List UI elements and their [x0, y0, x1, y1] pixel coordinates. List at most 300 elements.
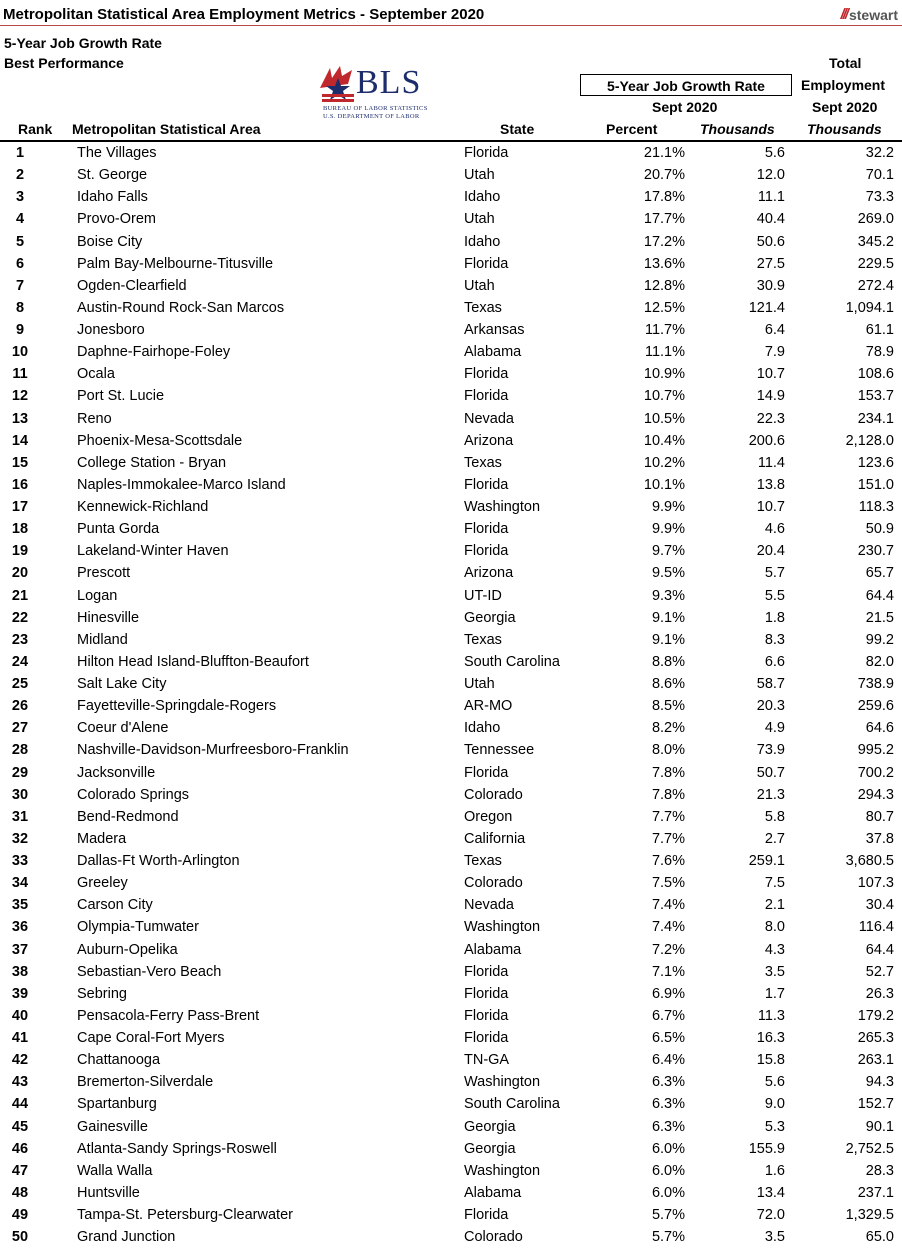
table-row	[0, 1204, 902, 1226]
table-row	[0, 385, 902, 407]
msa-name-cell: Phoenix-Mesa-Scottsdale	[77, 432, 243, 449]
total-employment-cell: 269.0	[857, 211, 894, 228]
rank-cell: 27	[11, 720, 29, 737]
state-cell: Florida	[464, 764, 509, 781]
total-employment-cell: 1,329.5	[845, 1207, 894, 1223]
state-cell: Florida	[464, 521, 509, 538]
table-row	[0, 872, 902, 894]
jobs-added-cell: 11.1	[757, 189, 785, 206]
rank-cell: 12	[11, 388, 29, 405]
msa-name-cell: Salt Lake City	[77, 676, 167, 692]
rank-cell: 3	[15, 189, 25, 206]
msa-name-cell: Greeley	[77, 875, 128, 892]
state-cell: Washington	[464, 1162, 541, 1179]
growth-percent-cell: 7.8%	[651, 764, 685, 781]
growth-percent-cell: 8.6%	[651, 676, 685, 692]
growth-percent-cell: 10.5%	[643, 410, 685, 427]
total-header-line1: Total	[829, 55, 862, 71]
msa-name-cell: Huntsville	[77, 1184, 140, 1201]
rank-cell: 6	[15, 255, 25, 272]
state-cell: Idaho	[464, 720, 501, 737]
rank-cell: 9	[15, 322, 25, 338]
msa-name-cell: College Station - Bryan	[77, 454, 227, 471]
table-row	[0, 939, 902, 961]
table-row	[0, 850, 902, 872]
state-cell: Florida	[464, 1030, 509, 1046]
total-employment-cell: 3,680.5	[845, 853, 894, 869]
growth-percent-cell: 6.3%	[651, 1118, 685, 1135]
subtitle-metric: 5-Year Job Growth Rate	[4, 35, 162, 51]
growth-percent-cell: 7.4%	[651, 897, 685, 914]
table-row	[0, 961, 902, 983]
jobs-added-cell: 11.3	[757, 1007, 785, 1024]
state-header: State	[500, 121, 535, 137]
growth-percent-cell: 9.1%	[651, 609, 685, 626]
jobs-added-cell: 58.7	[756, 676, 785, 692]
rank-cell: 15	[11, 454, 29, 471]
jobs-added-cell: 8.3	[764, 631, 785, 648]
jobs-added-cell: 12.0	[756, 167, 785, 184]
total-employment-cell: 152.7	[857, 1096, 894, 1113]
growth-percent-cell: 21.1%	[643, 145, 685, 161]
msa-name-cell: Tampa-St. Petersburg-Clearwater	[77, 1207, 293, 1223]
state-cell: Utah	[464, 676, 495, 692]
table-row	[0, 341, 902, 363]
rank-cell: 19	[11, 543, 29, 560]
table-row	[0, 408, 902, 430]
total-employment-cell: 50.9	[865, 521, 894, 538]
msa-name-cell: The Villages	[77, 145, 157, 161]
total-employment-cell: 52.7	[865, 963, 894, 980]
growth-percent-cell: 7.8%	[651, 786, 685, 803]
jobs-added-cell: 9.0	[764, 1096, 785, 1113]
growth-percent-cell: 6.0%	[651, 1162, 685, 1179]
jobs-added-cell: 2.7	[764, 830, 785, 847]
growth-percent-cell: 9.7%	[651, 543, 685, 560]
total-employment-cell: 37.8	[865, 830, 894, 847]
state-cell: Utah	[464, 211, 495, 228]
jobs-added-cell: 13.4	[756, 1184, 785, 1201]
rank-cell: 50	[11, 1229, 29, 1246]
growth-percent-cell: 6.0%	[651, 1140, 685, 1157]
total-employment-cell: 108.6	[857, 366, 894, 383]
state-cell: Texas	[464, 853, 502, 869]
total-employment-cell: 700.2	[857, 764, 894, 781]
rank-cell: 28	[11, 742, 29, 759]
total-employment-cell: 153.7	[857, 388, 894, 405]
table-row	[0, 695, 902, 717]
state-cell: Alabama	[464, 344, 522, 361]
growth-percent-cell: 7.5%	[651, 875, 685, 892]
growth-percent-cell: 7.2%	[651, 941, 685, 958]
bls-star-flag-icon	[318, 64, 358, 106]
msa-name-cell: Jonesboro	[77, 322, 145, 338]
table-row	[0, 784, 902, 806]
total-employment-cell: 259.6	[857, 698, 894, 715]
table-row	[0, 1138, 902, 1160]
state-cell: Florida	[464, 255, 509, 272]
msa-name-cell: Atlanta-Sandy Springs-Roswell	[77, 1140, 277, 1157]
subtitle-performance: Best Performance	[4, 55, 124, 71]
total-employment-cell: 61.1	[865, 322, 894, 338]
msa-name-cell: Ogden-Clearfield	[77, 277, 187, 294]
total-employment-cell: 2,128.0	[845, 432, 894, 449]
rank-header: Rank	[18, 121, 53, 137]
growth-percent-cell: 9.5%	[651, 565, 685, 582]
stewart-logo	[840, 6, 898, 23]
msa-name-cell: Chattanooga	[77, 1052, 161, 1069]
msa-name-cell: Boise City	[77, 233, 143, 250]
state-cell: Florida	[464, 1207, 509, 1223]
table-row	[0, 496, 902, 518]
table-row	[0, 363, 902, 385]
table-row	[0, 518, 902, 540]
state-cell: Nevada	[464, 897, 514, 914]
jobs-added-cell: 8.0	[764, 919, 785, 936]
table-row	[0, 673, 902, 695]
msa-name-cell: Idaho Falls	[77, 189, 148, 206]
jobs-added-cell: 3.5	[764, 963, 785, 980]
stewart-logo-word: stewart	[848, 6, 898, 23]
state-cell: Georgia	[464, 1140, 516, 1157]
total-employment-cell: 237.1	[857, 1184, 894, 1201]
state-cell: Colorado	[464, 786, 523, 803]
state-cell: Florida	[464, 985, 509, 1002]
table-row	[0, 253, 902, 275]
jobs-added-cell: 7.9	[764, 344, 785, 361]
table-row	[0, 585, 902, 607]
table-row	[0, 1116, 902, 1138]
bls-logo-text: BLS	[356, 64, 422, 101]
msa-name-cell: Austin-Round Rock-San Marcos	[77, 299, 285, 316]
jobs-added-cell: 16.3	[756, 1030, 785, 1046]
state-cell: Florida	[464, 366, 509, 383]
rank-cell: 7	[15, 277, 25, 294]
total-employment-cell: 30.4	[865, 897, 894, 914]
msa-name-cell: Carson City	[77, 897, 153, 914]
state-cell: Florida	[464, 543, 509, 560]
total-employment-cell: 73.3	[865, 189, 894, 206]
state-cell: Colorado	[464, 875, 523, 892]
rank-cell: 40	[11, 1007, 29, 1024]
table-row	[0, 1049, 902, 1071]
growth-percent-cell: 6.7%	[651, 1007, 685, 1024]
msa-name-cell: Gainesville	[77, 1118, 148, 1135]
growth-percent-cell: 10.9%	[643, 366, 685, 383]
msa-name-cell: Ocala	[77, 366, 115, 383]
msa-name-cell: Coeur d'Alene	[77, 720, 169, 737]
total-employment-cell: 234.1	[857, 410, 894, 427]
msa-name-cell: Jacksonville	[77, 764, 156, 781]
rank-cell: 26	[11, 698, 29, 715]
msa-table-body	[0, 142, 902, 1248]
rank-cell: 16	[11, 476, 29, 493]
msa-name-cell: Madera	[77, 830, 127, 847]
state-cell: Arizona	[464, 432, 514, 449]
rank-cell: 10	[11, 344, 29, 361]
rank-cell: 39	[11, 985, 29, 1002]
total-employment-cell: 64.4	[865, 941, 894, 958]
state-cell: Arkansas	[464, 322, 525, 338]
table-row	[0, 1027, 902, 1049]
msa-name-cell: Sebastian-Vero Beach	[77, 963, 222, 980]
state-cell: UT-ID	[464, 587, 502, 604]
table-row	[0, 1226, 902, 1248]
table-row	[0, 651, 902, 673]
msa-name-cell: Punta Gorda	[77, 521, 160, 538]
rank-cell: 41	[11, 1030, 29, 1046]
table-row	[0, 540, 902, 562]
msa-name-cell: Midland	[77, 631, 128, 648]
rank-cell: 38	[11, 963, 29, 980]
growth-percent-cell: 7.6%	[651, 853, 685, 869]
state-cell: California	[464, 830, 526, 847]
growth-percent-cell: 9.1%	[651, 631, 685, 648]
jobs-added-cell: 21.3	[756, 786, 785, 803]
msa-name-cell: Port St. Lucie	[77, 388, 165, 405]
msa-name-cell: Nashville-Davidson-Murfreesboro-Franklin	[77, 742, 349, 759]
jobs-added-cell: 30.9	[756, 277, 785, 294]
rank-cell: 23	[11, 631, 29, 648]
total-employment-cell: 230.7	[857, 543, 894, 560]
total-employment-cell: 107.3	[857, 875, 894, 892]
percent-header: Percent	[606, 121, 658, 137]
total-employment-cell: 2,752.5	[845, 1140, 894, 1157]
msa-name-cell: Pensacola-Ferry Pass-Brent	[77, 1007, 260, 1024]
growth-percent-cell: 9.9%	[651, 499, 685, 515]
growth-percent-cell: 11.7%	[644, 322, 685, 338]
growth-percent-cell: 9.3%	[651, 587, 685, 604]
jobs-added-cell: 5.7	[764, 565, 785, 582]
total-employment-cell: 64.6	[865, 720, 894, 737]
jobs-added-cell: 10.7	[756, 499, 785, 515]
rank-cell: 25	[11, 676, 29, 692]
rank-cell: 34	[11, 875, 29, 892]
growth-percent-cell: 17.7%	[643, 211, 685, 228]
total-employment-cell: 738.9	[857, 676, 894, 692]
rank-cell: 4	[15, 211, 25, 228]
jobs-added-cell: 11.4	[757, 454, 785, 471]
msa-name-cell: Kennewick-Richland	[77, 499, 209, 515]
msa-name-cell: Walla Walla	[77, 1162, 153, 1179]
jobs-added-cell: 6.6	[764, 653, 785, 670]
growth-percent-cell: 10.2%	[643, 454, 685, 471]
growth-percent-cell: 6.3%	[651, 1074, 685, 1091]
jobs-added-cell: 27.5	[756, 255, 785, 272]
rank-cell: 35	[11, 897, 29, 914]
total-date-header: Sept 2020	[812, 99, 878, 115]
jobs-added-cell: 5.8	[764, 808, 785, 825]
msa-name-cell: Fayetteville-Springdale-Rogers	[77, 698, 277, 715]
bls-logo	[318, 62, 433, 124]
growth-percent-cell: 6.9%	[651, 985, 685, 1002]
table-row	[0, 430, 902, 452]
growth-percent-cell: 9.9%	[651, 521, 685, 538]
rank-cell: 8	[15, 299, 25, 316]
table-row	[0, 717, 902, 739]
rank-cell: 20	[11, 565, 29, 582]
msa-name-cell: Palm Bay-Melbourne-Titusville	[77, 255, 274, 272]
rank-cell: 33	[11, 853, 29, 869]
table-row	[0, 607, 902, 629]
state-cell: Washington	[464, 1074, 541, 1091]
growth-percent-cell: 6.3%	[651, 1096, 685, 1113]
msa-name-cell: Olympia-Tumwater	[77, 919, 199, 936]
msa-name-cell: Sebring	[77, 985, 127, 1002]
jobs-added-cell: 22.3	[756, 410, 785, 427]
jobs-added-cell: 1.8	[764, 609, 785, 626]
msa-name-cell: Logan	[77, 587, 118, 604]
table-row	[0, 452, 902, 474]
total-employment-cell: 272.4	[857, 277, 894, 294]
growth-percent-cell: 7.7%	[651, 830, 685, 847]
total-employment-cell: 82.0	[865, 653, 894, 670]
total-employment-cell: 70.1	[865, 167, 894, 184]
jobs-added-cell: 5.5	[764, 587, 785, 604]
state-cell: Florida	[464, 388, 509, 405]
growth-percent-cell: 7.1%	[651, 963, 685, 980]
table-row	[0, 1093, 902, 1115]
state-cell: Washington	[464, 919, 541, 936]
msa-name-cell: Lakeland-Winter Haven	[77, 543, 229, 560]
table-row	[0, 916, 902, 938]
rank-cell: 49	[11, 1207, 29, 1223]
rank-cell: 37	[11, 941, 29, 958]
growth-percent-cell: 7.4%	[651, 919, 685, 936]
msa-name-cell: Provo-Orem	[77, 211, 156, 228]
growth-percent-cell: 5.7%	[651, 1207, 685, 1223]
rank-cell: 13	[11, 410, 29, 427]
state-cell: Washington	[464, 499, 541, 515]
bls-logo-bureau: BUREAU OF LABOR STATISTICS	[323, 105, 428, 112]
msa-name-cell: Spartanburg	[77, 1096, 157, 1113]
total-employment-cell: 80.7	[865, 808, 894, 825]
table-row	[0, 474, 902, 496]
total-employment-cell: 263.1	[857, 1052, 894, 1069]
total-employment-cell: 995.2	[857, 742, 894, 759]
total-employment-cell: 64.4	[865, 587, 894, 604]
growth-percent-cell: 8.5%	[651, 698, 685, 715]
total-employment-cell: 294.3	[857, 786, 894, 803]
table-row	[0, 231, 902, 253]
table-row	[0, 186, 902, 208]
growth-percent-cell: 6.4%	[651, 1052, 685, 1069]
msa-name-cell: Naples-Immokalee-Marco Island	[77, 476, 286, 493]
table-row	[0, 208, 902, 230]
table-row	[0, 1071, 902, 1093]
total-employment-cell: 78.9	[865, 344, 894, 361]
state-cell: Utah	[464, 277, 495, 294]
table-row	[0, 297, 902, 319]
jobs-added-cell: 4.6	[764, 521, 785, 538]
rank-cell: 30	[11, 786, 29, 803]
growth-percent-cell: 17.2%	[643, 233, 685, 250]
growth-percent-cell: 12.5%	[643, 299, 685, 316]
growth-percent-cell: 13.6%	[643, 255, 685, 272]
jobs-added-cell: 7.5	[764, 875, 785, 892]
total-employment-cell: 1,094.1	[845, 299, 894, 316]
state-cell: South Carolina	[464, 653, 560, 670]
total-employment-cell: 118.3	[858, 499, 894, 515]
total-employment-cell: 179.2	[857, 1007, 894, 1024]
table-row	[0, 828, 902, 850]
jobs-added-cell: 5.6	[764, 1074, 785, 1091]
rank-cell: 21	[11, 587, 29, 604]
rank-cell: 42	[11, 1052, 29, 1069]
rank-cell: 18	[11, 521, 29, 538]
rank-cell: 43	[11, 1074, 29, 1091]
bls-logo-department: U.S. DEPARTMENT OF LABOR	[323, 113, 420, 120]
total-employment-cell: 65.0	[865, 1229, 894, 1246]
jobs-added-cell: 14.9	[756, 388, 785, 405]
state-cell: Georgia	[464, 609, 516, 626]
state-cell: Florida	[464, 476, 509, 493]
rank-cell: 22	[11, 609, 29, 626]
rank-cell: 2	[15, 167, 25, 184]
rank-cell: 31	[11, 808, 29, 825]
growth-percent-cell: 11.1%	[644, 344, 685, 361]
total-employment-cell: 26.3	[865, 985, 894, 1002]
total-employment-cell: 123.6	[857, 454, 894, 471]
growth-percent-cell: 10.7%	[643, 388, 685, 405]
jobs-added-cell: 50.6	[756, 233, 785, 250]
thousands-header: Thousands	[700, 121, 775, 137]
table-row	[0, 1182, 902, 1204]
jobs-added-cell: 5.3	[764, 1118, 785, 1135]
total-thousands-header: Thousands	[807, 121, 882, 137]
state-cell: Alabama	[464, 1184, 522, 1201]
jobs-added-cell: 155.9	[748, 1140, 785, 1157]
table-row	[0, 983, 902, 1005]
msa-name-cell: Dallas-Ft Worth-Arlington	[77, 853, 240, 869]
rank-cell: 5	[15, 233, 25, 250]
msa-name-cell: St. George	[77, 167, 148, 184]
growth-percent-cell: 8.0%	[651, 742, 685, 759]
total-header-line2: Employment	[801, 77, 886, 93]
jobs-added-cell: 200.6	[748, 432, 785, 449]
rank-cell: 44	[11, 1096, 29, 1113]
jobs-added-cell: 2.1	[764, 897, 785, 914]
jobs-added-cell: 72.0	[756, 1207, 785, 1223]
state-cell: Alabama	[464, 941, 522, 958]
state-cell: Oregon	[464, 808, 513, 825]
total-employment-cell: 151.0	[857, 476, 894, 493]
state-cell: TN-GA	[464, 1052, 510, 1069]
rank-cell: 17	[11, 499, 29, 515]
state-cell: Colorado	[464, 1229, 523, 1246]
state-cell: Florida	[464, 963, 509, 980]
total-employment-cell: 265.3	[857, 1030, 894, 1046]
table-row	[0, 142, 902, 164]
msa-header: Metropolitan Statistical Area	[72, 121, 261, 137]
total-employment-cell: 21.5	[865, 609, 894, 626]
jobs-added-cell: 4.9	[764, 720, 785, 737]
rank-cell: 29	[11, 764, 29, 781]
job-growth-date-header: Sept 2020	[652, 99, 718, 115]
rank-cell: 46	[11, 1140, 29, 1157]
rank-cell: 36	[11, 919, 29, 936]
growth-percent-cell: 10.4%	[643, 432, 685, 449]
jobs-added-cell: 4.3	[764, 941, 785, 958]
total-employment-cell: 99.2	[865, 631, 894, 648]
state-cell: Texas	[464, 299, 502, 316]
growth-percent-cell: 8.2%	[651, 720, 685, 737]
growth-percent-cell: 7.7%	[651, 808, 685, 825]
table-row	[0, 762, 902, 784]
state-cell: AR-MO	[464, 698, 513, 715]
jobs-added-cell: 40.4	[756, 211, 785, 228]
total-employment-cell: 90.1	[865, 1118, 894, 1135]
